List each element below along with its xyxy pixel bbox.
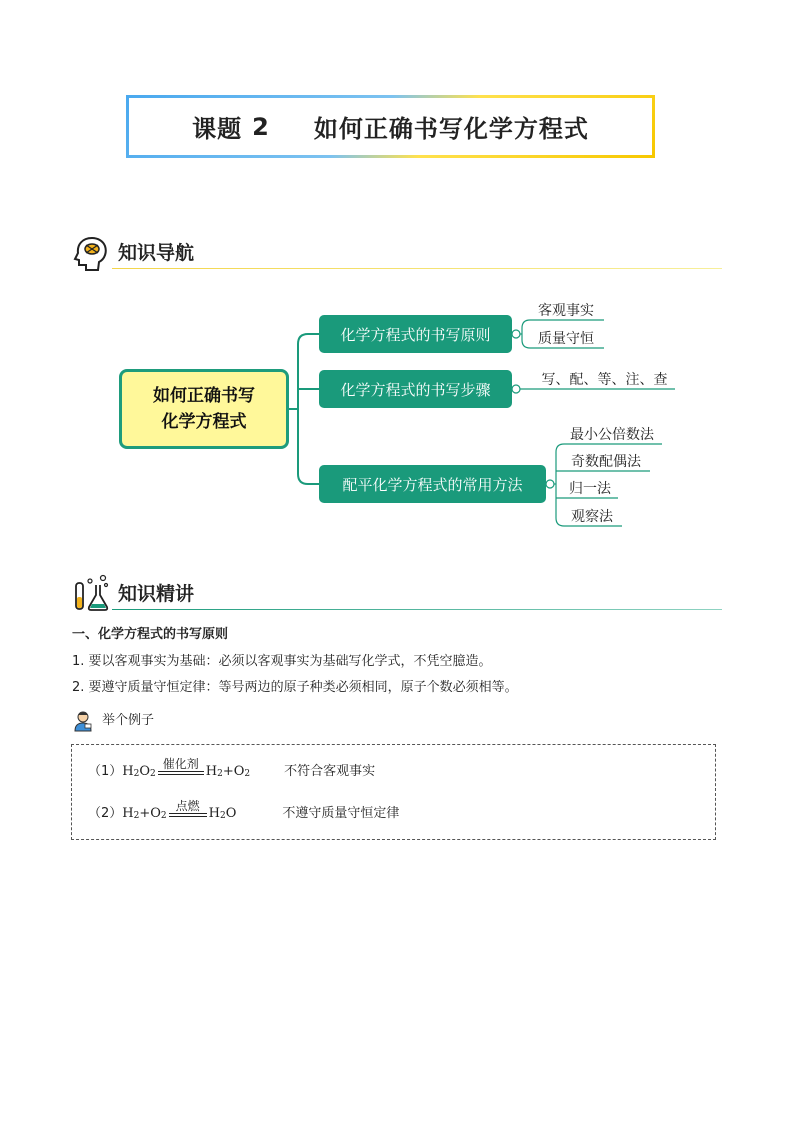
example-label: 举个例子	[102, 713, 155, 728]
title-lesson: 课题	[192, 115, 243, 143]
item-text-cont: 的原子种类必须相同，原子个数必须相等。	[270, 680, 518, 695]
content-heading: 一、化学方程式的书写原则	[72, 627, 229, 642]
formula-sub: 2	[220, 811, 226, 821]
mindmap-leaf: 质量守恒	[538, 331, 594, 347]
formula-sub: 2	[244, 769, 251, 779]
reaction-arrow	[158, 757, 204, 779]
mindmap-leaf: 客观事实	[538, 303, 594, 319]
example-equation-2	[88, 799, 399, 821]
mindmap-center-line1: 如何正确书写	[153, 386, 255, 406]
reaction-condition: 点燃	[175, 799, 200, 813]
formula-sub: 2	[160, 811, 167, 821]
formula-part: O	[139, 764, 151, 779]
lab-flask-icon	[72, 573, 112, 613]
formula-sub: 2	[217, 769, 223, 779]
example-note: 不遵守质量守恒定律	[282, 806, 400, 821]
mindmap-center-line2: 化学方程式	[161, 412, 247, 432]
mindmap-leaf: 写、配、等、注、查	[541, 372, 668, 388]
example-label-row	[72, 709, 154, 733]
mindmap-leaf: 归一法	[569, 481, 611, 497]
example-box	[71, 744, 716, 840]
formula-part: H	[205, 764, 218, 779]
formula-sub: 2	[133, 769, 140, 779]
formula-part: +O	[222, 764, 245, 779]
item-text: 要遵守质量守恒定律：等号两边	[88, 680, 271, 695]
equal-sign-bars	[169, 813, 207, 817]
mindmap-branch-methods: 配平化学方程式的常用方法	[319, 465, 546, 503]
mindmap-branch-principles: 化学方程式的书写原则	[319, 315, 512, 353]
mindmap-center-node	[119, 369, 289, 449]
mindmap-leaf: 奇数配偶法	[571, 454, 641, 470]
formula-part: H	[122, 764, 134, 779]
reaction-condition: 催化剂	[162, 757, 199, 771]
title-number: 2	[252, 112, 270, 141]
section-nav-title: 知识导航	[118, 242, 195, 264]
mindmap-leaf: 观察法	[571, 509, 613, 525]
example-equation-1	[88, 757, 375, 779]
content-item-1	[72, 652, 492, 672]
teacher-avatar-icon	[72, 710, 94, 732]
formula-sub: 2	[133, 811, 140, 821]
formula-part: H	[208, 806, 220, 821]
mindmap-branch-steps: 化学方程式的书写步骤	[319, 370, 512, 408]
section-detail-divider	[112, 609, 722, 610]
item-number: 2.	[72, 680, 85, 695]
section-detail-title: 知识精讲	[118, 583, 195, 605]
item-text: 要以客观事实为基础：必须以客观事实为基础写化学式，不凭空臆造。	[88, 654, 492, 669]
reaction-arrow	[169, 799, 207, 821]
item-number: 1.	[72, 654, 85, 669]
section-header-detail	[72, 573, 722, 609]
formula-sub: 2	[150, 769, 156, 779]
mindmap-leaf: 最小公倍数法	[570, 427, 654, 443]
example-index: （1）	[88, 764, 123, 779]
formula-part: H	[122, 806, 134, 821]
formula-part: O	[225, 806, 237, 821]
formula-part: +O	[139, 806, 161, 821]
equal-sign-bars	[158, 771, 204, 775]
title-text: 如何正确书写化学方程式	[313, 115, 589, 143]
example-index: （2）	[88, 806, 123, 821]
example-note: 不符合客观事实	[284, 764, 376, 779]
content-item-2	[72, 678, 518, 701]
